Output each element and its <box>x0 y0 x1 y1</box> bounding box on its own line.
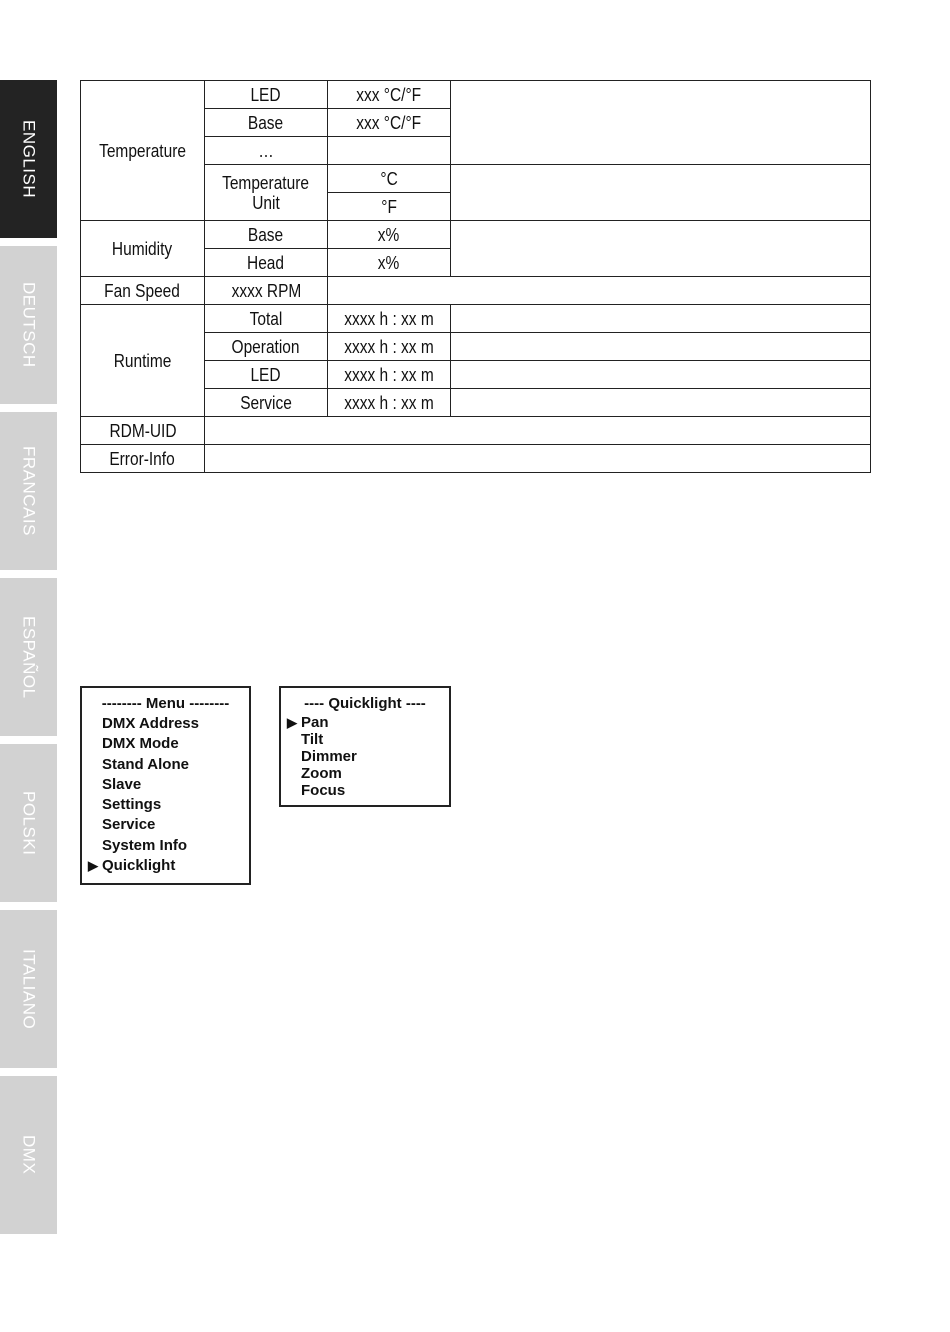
description-cell <box>451 361 871 389</box>
tab-italiano[interactable]: ITALIANO <box>0 910 57 1068</box>
rdm-uid-label: RDM-UID <box>81 417 205 445</box>
temp-base-label: Base <box>205 109 328 137</box>
menu-item-quicklight[interactable]: ▶ Quicklight <box>82 856 249 876</box>
quicklight-display <box>279 686 451 807</box>
menu-item-settings[interactable]: Settings <box>102 796 162 814</box>
table-row <box>81 277 871 305</box>
temp-unit-label: Temperature Unit <box>205 165 328 221</box>
quicklight-header: ---- Quicklight ---- <box>304 695 426 712</box>
description-cell <box>451 165 871 221</box>
system-info-table <box>80 80 871 473</box>
humidity-head-value: x% <box>328 249 451 277</box>
error-info-label: Error-Info <box>81 445 205 473</box>
description-cell <box>451 81 871 165</box>
tab-deutsch[interactable]: DEUTSCH <box>0 246 57 404</box>
table-row <box>81 445 871 473</box>
description-cell <box>451 221 871 277</box>
runtime-led-label: LED <box>205 361 328 389</box>
menu-item-dmx-mode[interactable]: DMX Mode <box>102 735 179 753</box>
menu-item-dmx-address[interactable]: DMX Address <box>102 715 199 732</box>
fan-speed-label: Fan Speed <box>81 277 205 305</box>
humidity-head-label: Head <box>205 249 328 277</box>
quicklight-item-pan[interactable]: ▶ Pan <box>287 714 329 731</box>
menu-list <box>82 714 249 876</box>
table-row <box>81 417 871 445</box>
temp-led-value: xxx °C/°F <box>328 81 451 109</box>
description-cell <box>328 277 871 305</box>
tab-english[interactable]: ENGLISH <box>0 80 57 238</box>
fan-speed-value: xxxx RPM <box>205 277 328 305</box>
temp-unit-c: °C <box>328 165 451 193</box>
table-row <box>81 81 871 109</box>
menu-item-slave[interactable]: Slave <box>102 775 142 793</box>
menu-item-service[interactable]: Service <box>102 816 156 834</box>
menu-header: -------- Menu -------- <box>101 695 230 712</box>
table-row <box>81 305 871 333</box>
rdm-uid-value <box>205 417 871 445</box>
empty-cell <box>328 137 451 165</box>
selection-arrow-icon: ▶ <box>287 715 297 730</box>
quicklight-item-zoom[interactable]: Zoom <box>301 765 342 782</box>
runtime-operation-value: xxxx h : xx m <box>328 333 451 361</box>
temperature-label: Temperature <box>81 81 205 221</box>
humidity-base-label: Base <box>205 221 328 249</box>
description-cell <box>451 305 871 333</box>
runtime-service-label: Service <box>205 389 328 417</box>
runtime-led-value: xxxx h : xx m <box>328 361 451 389</box>
runtime-label: Runtime <box>81 305 205 417</box>
description-cell <box>451 389 871 417</box>
humidity-label: Humidity <box>81 221 205 277</box>
table-row <box>81 221 871 249</box>
menu-item-stand-alone[interactable]: Stand Alone <box>102 755 189 773</box>
temp-ellipsis: … <box>205 137 328 165</box>
tab-francais[interactable]: FRANCAIS <box>0 412 57 570</box>
tab-polski[interactable]: POLSKI <box>0 744 57 902</box>
runtime-operation-label: Operation <box>205 333 328 361</box>
description-cell <box>451 333 871 361</box>
menu-item-system-info[interactable]: System Info <box>102 836 188 854</box>
temp-led-label: LED <box>205 81 328 109</box>
selection-arrow-icon: ▶ <box>88 858 98 874</box>
runtime-total-value: xxxx h : xx m <box>328 305 451 333</box>
humidity-base-value: x% <box>328 221 451 249</box>
temp-unit-f: °F <box>328 193 451 221</box>
runtime-service-value: xxxx h : xx m <box>328 389 451 417</box>
menu-display <box>80 686 251 885</box>
quicklight-list <box>281 714 449 799</box>
tab-dmx[interactable]: DMX <box>0 1076 57 1234</box>
quicklight-item-tilt[interactable]: Tilt <box>301 731 324 748</box>
temp-base-value: xxx °C/°F <box>328 109 451 137</box>
quicklight-item-focus[interactable]: Focus <box>301 782 346 799</box>
tab-espanol[interactable]: ESPAÑOL <box>0 578 57 736</box>
error-info-value <box>205 445 871 473</box>
quicklight-item-dimmer[interactable]: Dimmer <box>301 748 357 765</box>
runtime-total-label: Total <box>205 305 328 333</box>
